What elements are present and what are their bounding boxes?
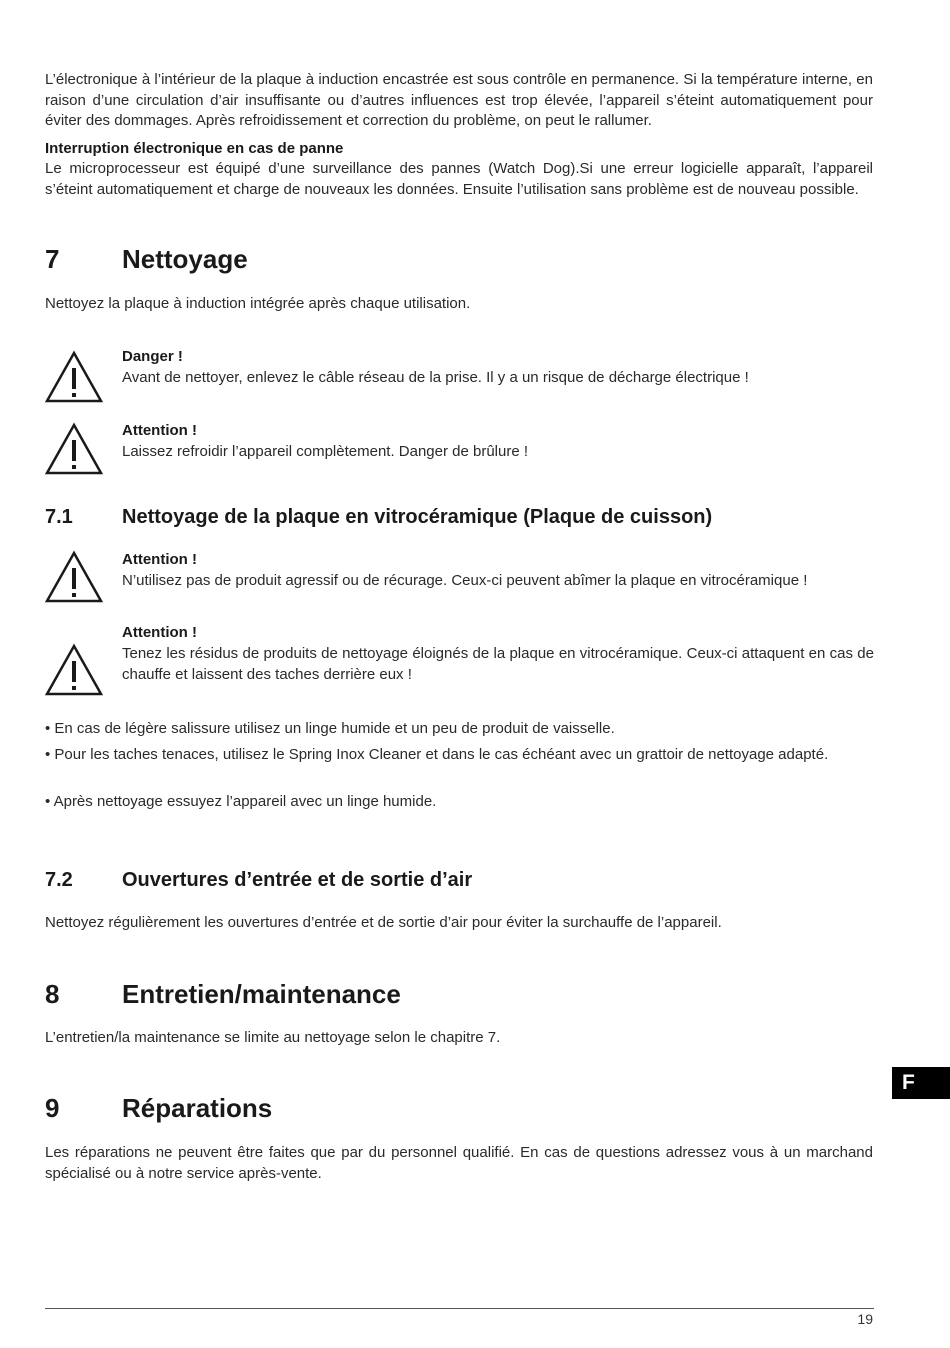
subsection-title: Ouvertures d’entrée et de sortie d’air <box>122 869 473 891</box>
section-text: L’entretien/la maintenance se limite au nettoyage selon le chapitre 7. <box>45 1029 501 1046</box>
warning-text: Tenez les résidus de produits de nettoyage éloignés de la plaque en vitrocéramique. Ceux-ci attaquent en cas de chauffe et laissent des taches derrière eux ! <box>122 645 874 683</box>
section-text: Les réparations ne peuvent être faites que par du personnel qualifié. En cas de questions adressez vous à un marchand spécialisé ou à notre service après-vente. <box>45 1144 873 1182</box>
subsection-number: 7.2 <box>45 869 73 891</box>
section-title: Réparations <box>122 1093 273 1123</box>
list-item: • Pour les taches tenaces, utilisez le Spring Inox Cleaner et dans le cas échéant avec un grattoir de nettoyage adapté. <box>45 746 829 763</box>
section-number: 8 <box>45 979 60 1009</box>
warning-triangle-icon <box>44 550 104 604</box>
warning-text: N’utilisez pas de produit agressif ou de récurage. Ceux-ci peuvent abîmer la plaque en vitrocéramique ! <box>122 572 808 589</box>
warning-title: Danger ! <box>122 348 183 365</box>
list-item: • Après nettoyage essuyez l’appareil avec un linge humide. <box>45 793 437 810</box>
section-text: Nettoyez la plaque à induction intégrée après chaque utilisation. <box>45 295 471 312</box>
section-text: Nettoyez régulièrement les ouvertures d’entrée et de sortie d’air pour éviter la surchauffe de l’appareil. <box>45 914 722 931</box>
section-title: Nettoyage <box>122 244 248 274</box>
warning-title: Attention ! <box>122 624 197 641</box>
list-item: • En cas de légère salissure utilisez un linge humide et un peu de produit de vaisselle. <box>45 720 615 737</box>
warning-triangle-icon <box>44 422 104 476</box>
warning-title: Attention ! <box>122 551 197 568</box>
language-tab: F <box>892 1067 950 1099</box>
warning-triangle-icon <box>44 643 104 697</box>
section-number: 7 <box>45 244 60 274</box>
subsection-number: 7.1 <box>45 506 73 528</box>
footer-rule <box>45 1308 874 1309</box>
subsection-title: Nettoyage de la plaque en vitrocéramique (Plaque de cuisson) <box>122 506 713 528</box>
warning-title: Attention ! <box>122 422 197 439</box>
intro-paragraph-2: Le microprocesseur est équipé d’une surveillance des pannes (Watch Dog).Si une erreur logicielle apparaît, l’appareil s’éteint automatiquement et charge de nouveaux les données. Ensuite l’utilisation sans problème est de nouveau possible. <box>45 160 873 198</box>
section-number: 9 <box>45 1093 60 1123</box>
section-title: Entretien/maintenance <box>122 979 401 1009</box>
warning-text: Laissez refroidir l’appareil complètement. Danger de brûlure ! <box>122 443 529 460</box>
warning-triangle-icon <box>44 350 104 404</box>
warning-text: Avant de nettoyer, enlevez le câble réseau de la prise. Il y a un risque de décharge électrique ! <box>122 369 749 386</box>
page-number: 19 <box>857 1311 873 1327</box>
intro-paragraph: L’électronique à l’intérieur de la plaque à induction encastrée est sous contrôle en permanence. Si la température interne, en raison d’une circulation d’air insuffisante ou d’autres influences est trop élevée, l’appareil s’éteint automatiquement pour éviter des dommages. Après refroidissement et correction du problème, on peut le rallumer. <box>45 71 873 129</box>
sub-heading: Interruption électronique en cas de panne <box>45 140 344 157</box>
